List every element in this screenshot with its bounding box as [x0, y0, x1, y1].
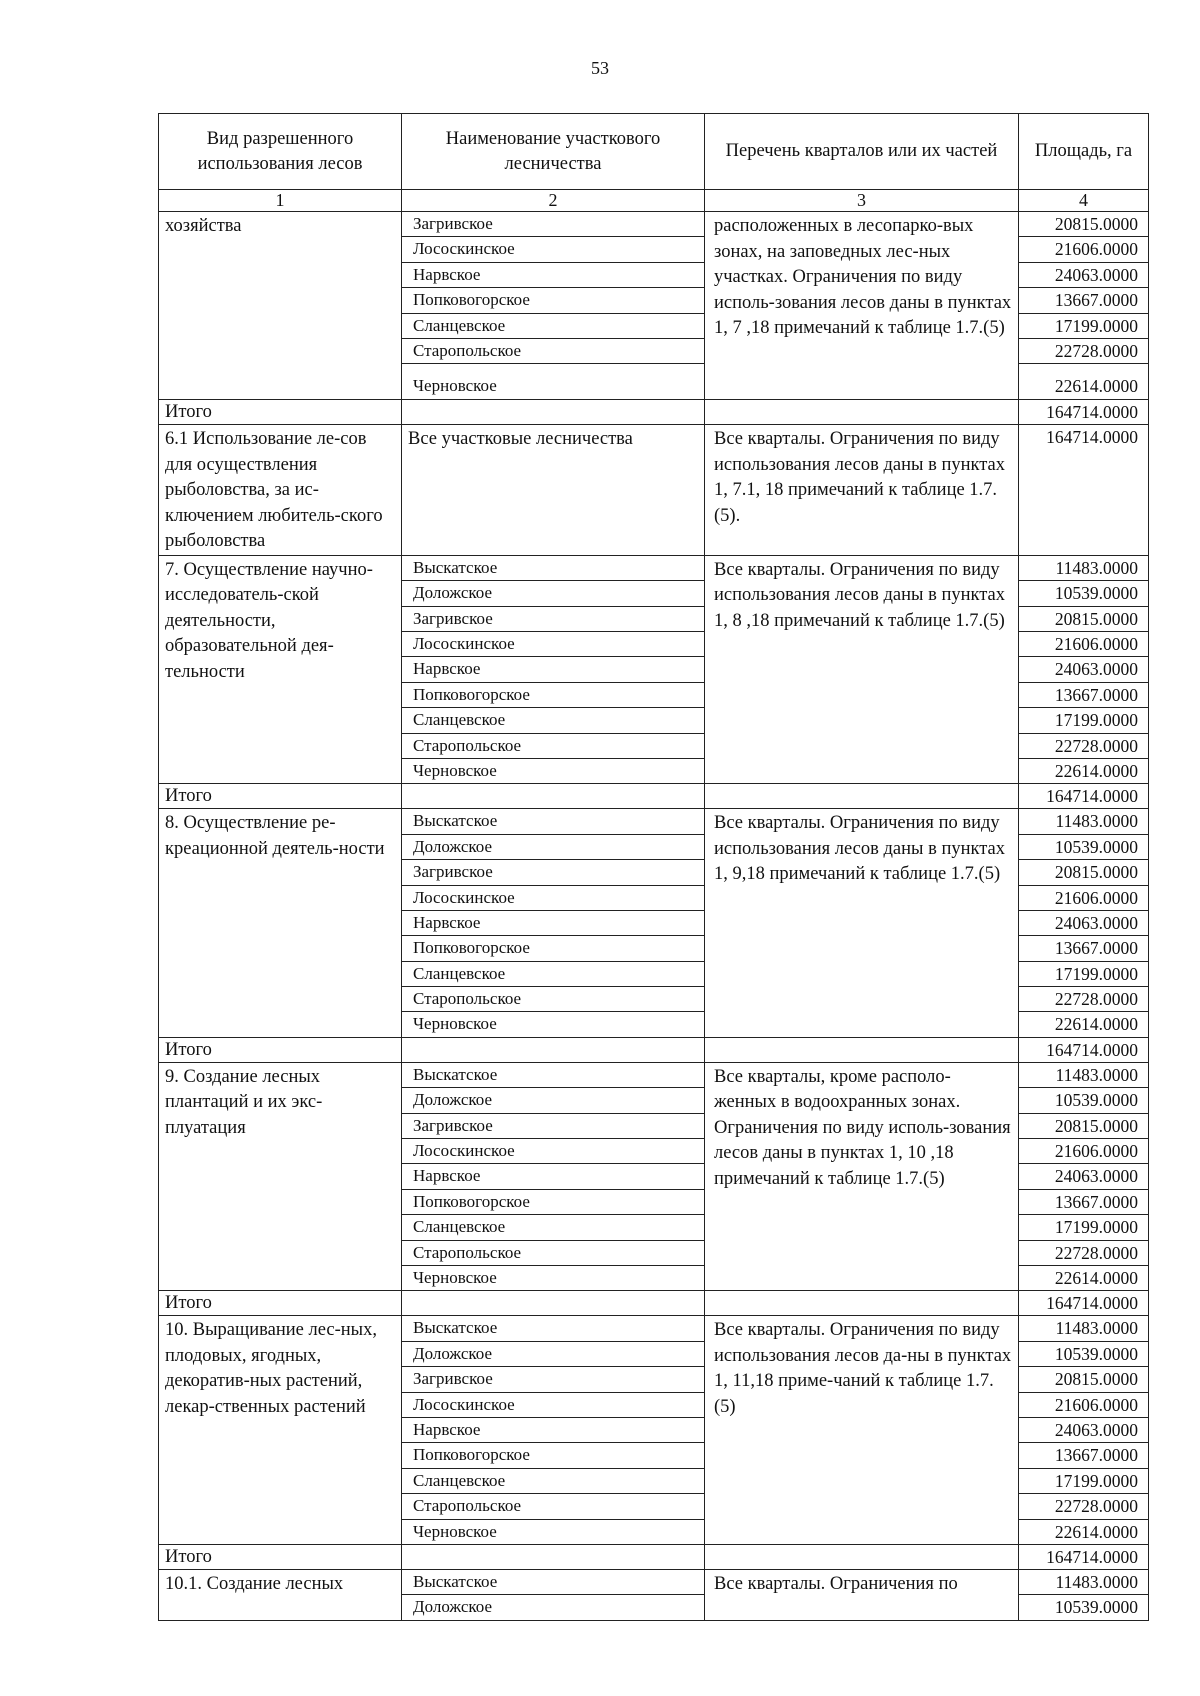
forestry-name: Доложское — [402, 1342, 704, 1367]
area-value: 11483.0000 — [1019, 809, 1148, 834]
forestry-list — [402, 809, 705, 1038]
forestry-name: Лососкинское — [402, 632, 704, 657]
forestry-name: Доложское — [402, 1088, 704, 1113]
area-value: 24063.0000 — [1019, 1164, 1148, 1189]
area-value: 17199.0000 — [1019, 708, 1148, 733]
forestry-name: Лососкинское — [402, 886, 704, 911]
group-7 — [159, 555, 1149, 784]
area-value: 13667.0000 — [1019, 936, 1148, 961]
area-value: 17199.0000 — [1019, 1469, 1148, 1494]
total-value: 164714.0000 — [1019, 400, 1149, 425]
use-type: 7. Осуществление научно-исследователь-ской деятельности, образовательной дея-тельности — [159, 555, 402, 784]
forestry-name: Сланцевское — [402, 708, 704, 733]
area-value: 17199.0000 — [1019, 962, 1148, 987]
area-value: 22614.0000 — [1054, 1014, 1138, 1035]
area-value: 20815.0000 — [1019, 607, 1148, 632]
area-value: 22728.0000 — [1019, 1494, 1148, 1519]
use-type: 10. Выращивание лес-ных, плодовых, ягодных, декоратив-ных растений, лекар-ственных растений — [159, 1316, 402, 1545]
total-row — [159, 1037, 1149, 1062]
quarters-text: Все кварталы, кроме располо-женных в водоохранных зонах. Ограничения по виду исполь-зования лесов даны в пунктах 1, 10 ,18 примечаний к таблице 1.7.(5) — [705, 1062, 1019, 1291]
area-value: 24063.0000 — [1019, 263, 1148, 288]
total-label: Итого — [159, 784, 402, 809]
area-value: 24063.0000 — [1019, 657, 1148, 682]
area-value: 21606.0000 — [1019, 632, 1148, 657]
area-value: 21606.0000 — [1019, 237, 1148, 262]
forestry-list — [402, 555, 705, 784]
area-value: 24063.0000 — [1019, 1418, 1148, 1443]
quarters-text: Все кварталы. Ограничения по виду использования лесов даны в пунктах 1, 9,18 примечаний к таблице 1.7.(5) — [705, 809, 1019, 1038]
area-value: 24063.0000 — [1019, 911, 1148, 936]
forestry-name: Загривское — [402, 212, 704, 237]
forestry-name: Выскатское — [402, 1063, 704, 1088]
area-list — [1019, 555, 1149, 784]
area-value: 21606.0000 — [1019, 1139, 1148, 1164]
group-10 — [159, 1316, 1149, 1545]
forestry-name: Лососкинское — [402, 237, 704, 262]
forestry-name: Старопольское — [402, 987, 704, 1012]
forestry-name: Загривское — [402, 607, 704, 632]
column-number: 2 — [402, 190, 705, 212]
area-value: 10539.0000 — [1019, 581, 1148, 606]
total-label: Итого — [159, 1291, 402, 1316]
forestry-name: Выскатское — [402, 1570, 704, 1595]
area-value: 13667.0000 — [1019, 1190, 1148, 1215]
forest-use-table — [158, 113, 1149, 1621]
forestry-name: Лососкинское — [402, 1139, 704, 1164]
column-number: 4 — [1019, 190, 1149, 212]
use-type: 9. Создание лесных плантаций и их экс-плуатация — [159, 1062, 402, 1291]
forestry-name: Старопольское — [402, 1494, 704, 1519]
group-8 — [159, 809, 1149, 1038]
forestry-name: Попковогорское — [402, 288, 704, 313]
total-label: Итого — [159, 400, 402, 425]
page-number: 53 — [591, 58, 609, 78]
area-value: 22728.0000 — [1019, 1241, 1148, 1266]
area-value: 11483.0000 — [1019, 1063, 1148, 1088]
area-value: 10539.0000 — [1019, 1088, 1148, 1113]
forestry-name: Сланцевское — [402, 1469, 704, 1494]
forestry-name: Попковогорское — [402, 936, 704, 961]
forestry-name: Нарвское — [402, 263, 704, 288]
area-value: 10539.0000 — [1054, 1597, 1138, 1618]
column-number: 1 — [159, 190, 402, 212]
use-type: 6.1 Использование ле-сов для осуществления рыболовства, за ис-ключением любитель-ского рыболовства — [159, 425, 402, 556]
area-value: 13667.0000 — [1019, 288, 1148, 313]
forestry-name: Загривское — [402, 1367, 704, 1392]
header-quarters: Перечень кварталов или их частей — [705, 114, 1019, 190]
quarters-text: Все кварталы. Ограничения по — [705, 1569, 1019, 1620]
area-list — [1019, 425, 1149, 556]
forestry-name: Сланцевское — [402, 314, 704, 339]
forestry-list — [402, 212, 705, 400]
total-row — [159, 400, 1149, 425]
total-value: 164714.0000 — [1019, 1544, 1149, 1569]
total-label: Итого — [159, 1037, 402, 1062]
column-numbers-row — [159, 190, 1149, 212]
forestry-name: Нарвское — [402, 1164, 704, 1189]
forestry-list — [402, 1062, 705, 1291]
group-6-1 — [159, 425, 1149, 556]
area-value: 11483.0000 — [1019, 1316, 1148, 1341]
total-value: 164714.0000 — [1019, 1037, 1149, 1062]
forestry-name: Нарвское — [402, 1418, 704, 1443]
forestry-all: Все участковые лесничества — [402, 425, 705, 556]
forestry-name: Черновское — [413, 376, 497, 396]
group-10-1 — [159, 1569, 1149, 1620]
area-value: 17199.0000 — [1019, 1215, 1148, 1240]
area-value: 13667.0000 — [1019, 683, 1148, 708]
quarters-text: Все кварталы. Ограничения по виду использования лесов даны в пунктах 1, 8 ,18 примечаний к таблице 1.7.(5) — [705, 555, 1019, 784]
forestry-name: Попковогорское — [402, 1190, 704, 1215]
forestry-name: Загривское — [402, 860, 704, 885]
forestry-name: Нарвское — [402, 657, 704, 682]
forestry-name: Сланцевское — [402, 1215, 704, 1240]
header-type: Вид разрешенного использования лесов — [159, 114, 402, 190]
quarters-text: Все кварталы. Ограничения по виду использования лесов даны в пунктах 1, 7.1, 18 примечаний к таблице 1.7.(5). — [705, 425, 1019, 556]
forestry-list — [402, 1316, 705, 1545]
area-value: 11483.0000 — [1019, 556, 1148, 581]
area-value: 22614.0000 — [1054, 1268, 1138, 1288]
header-row — [159, 114, 1149, 190]
area-value: 20815.0000 — [1019, 1367, 1148, 1392]
area-value: 10539.0000 — [1019, 835, 1148, 860]
area-value: 17199.0000 — [1019, 314, 1148, 339]
area-value: 10539.0000 — [1019, 1342, 1148, 1367]
total-label: Итого — [159, 1544, 402, 1569]
area-value: 22614.0000 — [1054, 376, 1138, 397]
column-number: 3 — [705, 190, 1019, 212]
total-value: 164714.0000 — [1019, 1291, 1149, 1316]
area-value: 13667.0000 — [1019, 1443, 1148, 1468]
use-type: 8. Осуществление ре-креационной деятель-ности — [159, 809, 402, 1038]
forestry-name: Сланцевское — [402, 962, 704, 987]
forestry-name: Черновское — [413, 760, 497, 780]
forestry-name: Доложское — [402, 581, 704, 606]
area-value: 164714.0000 — [1046, 427, 1138, 448]
area-value: 20815.0000 — [1019, 860, 1148, 885]
forestry-name: Выскатское — [402, 1316, 704, 1341]
area-value: 20815.0000 — [1019, 212, 1148, 237]
area-list — [1019, 809, 1149, 1038]
forestry-name: Попковогорское — [402, 1443, 704, 1468]
forestry-name: Доложское — [402, 835, 704, 860]
area-list — [1019, 212, 1149, 400]
total-row — [159, 1291, 1149, 1316]
forestry-name: Нарвское — [402, 911, 704, 936]
forestry-name: Черновское — [413, 1014, 497, 1034]
total-row — [159, 784, 1149, 809]
area-value: 20815.0000 — [1019, 1114, 1148, 1139]
use-type: 10.1. Создание лесных — [159, 1569, 402, 1620]
header-forestry: Наименование участкового лесничества — [402, 114, 705, 190]
forestry-list — [402, 1569, 705, 1620]
total-value: 164714.0000 — [1019, 784, 1149, 809]
forestry-name: Доложское — [413, 1597, 493, 1617]
area-list — [1019, 1569, 1149, 1620]
area-list — [1019, 1062, 1149, 1291]
area-value: 21606.0000 — [1019, 886, 1148, 911]
forestry-name: Старопольское — [402, 1241, 704, 1266]
area-value: 22728.0000 — [1019, 987, 1148, 1012]
area-value: 22728.0000 — [1019, 734, 1148, 759]
group-9 — [159, 1062, 1149, 1291]
forestry-name: Черновское — [413, 1268, 497, 1287]
forestry-name: Выскатское — [402, 809, 704, 834]
area-value: 11483.0000 — [1019, 1570, 1148, 1595]
area-value: 22614.0000 — [1054, 1521, 1138, 1542]
quarters-text: расположенных в лесопарко-вых зонах, на заповедных лес-ных участках. Ограничения по виду исполь-зования лесов даны в пунктах 1, 7 ,18 примечаний к таблице 1.7.(5) — [705, 212, 1019, 400]
forestry-name: Выскатское — [402, 556, 704, 581]
area-value: 22614.0000 — [1054, 760, 1138, 781]
quarters-text: Все кварталы. Ограничения по виду использования лесов да-ны в пунктах 1, 11,18 приме-чаний к таблице 1.7.(5) — [705, 1316, 1019, 1545]
forestry-name: Загривское — [402, 1114, 704, 1139]
area-value: 21606.0000 — [1019, 1393, 1148, 1418]
group-continued — [159, 212, 1149, 400]
forestry-name: Черновское — [413, 1521, 497, 1541]
forestry-name: Попковогорское — [402, 683, 704, 708]
area-value: 22728.0000 — [1019, 339, 1148, 364]
header-area: Площадь, га — [1019, 114, 1149, 190]
use-type: хозяйства — [159, 212, 402, 400]
forestry-name: Старопольское — [402, 339, 704, 364]
forestry-name: Старопольское — [402, 734, 704, 759]
forestry-name: Лососкинское — [402, 1393, 704, 1418]
area-list — [1019, 1316, 1149, 1545]
total-row — [159, 1544, 1149, 1569]
